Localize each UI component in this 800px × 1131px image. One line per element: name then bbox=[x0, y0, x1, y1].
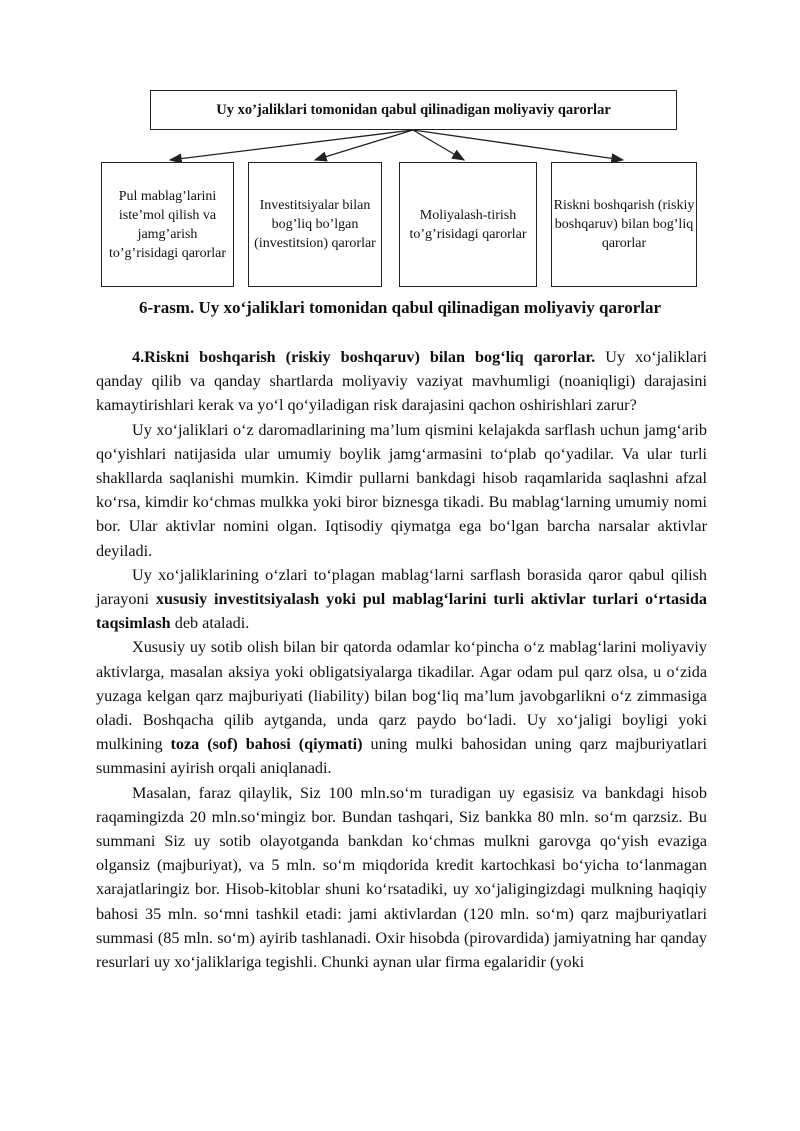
paragraph-4-text-a: Xususiy uy sotib olish bilan bir qatorda odamlar ko‘pincha o‘z mablag‘larini moliyaviy aktivlarga, masalan aksiya yoki obligatsiyalarga tikadilar. Agar odam pul qarz olsa, u o‘zida yuzaga kelgan qarz majburiyati (liability) bilan bog‘liq ma’lum javobgarlikni o‘z zimmasiga oladi. Boshqacha qilib aytganda, unda qarz paydo bo‘ladi. Uy xo‘jaligi boyligi yoki mulkining bbox=[96, 638, 707, 754]
paragraph-5: Masalan, faraz qilaylik, Siz 100 mln.so‘m turadigan uy egasisiz va bankdagi hisob raqamingizda 20 mln.so‘mingiz bor. Bundan tashqari, Siz bankka 80 mln. so‘m qarzsiz. Bu summani Siz uy sotib olayotganda bankdan ko‘chmas mulkni garovga qo‘yish evaziga olgansiz (majburiyat), va 5 mln. so‘m miqdorida kredit kartochkasi bo‘yicha to‘lanmagan xarajatlaringiz bor. Hisob-kitoblar shuni ko‘rsatadiki, uy xo‘jaligingizdagi mulkning haqiqiy bahosi 35 mln. so‘mni tashkil etadi: jami aktivlardan (120 mln. so‘m) qarz majburiyatlari summasi (85 mln. so‘m) ayirib tashlanadi. Oxir hisobda (pirovardida) jamiyatning har qanday resurlari uy xo‘jaliklariga tegishli. Chunki aynan ular firma egalaridir (yoki bbox=[96, 783, 707, 972]
paragraph-3-bold: xususiy investitsiyalash yoki pul mablag‘larini turli aktivlar turlari o‘rtasida taqsimlash bbox=[96, 590, 707, 633]
paragraph-4-bold: toza (sof) bahosi (qiymati) bbox=[170, 735, 363, 754]
paragraph-4-text-b: uning mulki bahosidan uning qarz majburiyatlari summasini ayirish orqali aniqlanadi. bbox=[96, 735, 707, 778]
section-heading: 4.Riskni boshqarish (riskiy boshqaruv) bilan bog‘liq qarorlar. bbox=[132, 348, 596, 366]
arrow-4 bbox=[413, 130, 623, 160]
paragraph-3-text-a: Uy xo‘jaliklarining o‘zlari to‘plagan mablag‘larni sarflash borasida qaror qabul qilish jarayoni bbox=[96, 565, 707, 609]
arrow-3 bbox=[413, 130, 464, 160]
paragraph-1 bbox=[96, 345, 707, 418]
diagram-child-investment: Investitsiyalar bilan bog’liq bo’lgan (investitsion) qarorlar bbox=[248, 162, 382, 287]
figure-caption: 6-rasm. Uy xo‘jaliklari tomonidan qabul qilinadigan moliyaviy qarorlar bbox=[138, 298, 662, 317]
diagram-child-financing: Moliyalash-tirish to’g’risidagi qarorlar bbox=[399, 162, 537, 287]
diagram-child-risk: Riskni boshqarish (riskiy boshqaruv) bilan bog’liq qarorlar bbox=[551, 162, 697, 287]
decision-diagram bbox=[0, 0, 800, 300]
body-text bbox=[96, 345, 707, 974]
paragraph-1-text: Uy xo‘jaliklari qanday qilib va qanday shartlarda moliyaviy vaziyat mavhumligi (noaniqligi) darajasini kamaytirishlari kerak va yo‘l qo‘yiladigan risk darajasini qachon oshirishlari zarur? bbox=[96, 348, 707, 415]
paragraph-3-text-b: deb ataladi. bbox=[170, 614, 250, 633]
paragraph-3 bbox=[96, 563, 707, 636]
diagram-child-consumption: Pul mablag’larini iste’mol qilish va jamg’arish to’g’risidagi qarorlar bbox=[101, 162, 234, 287]
paragraph-2: Uy xo‘jaliklari o‘z daromadlarining ma’lum qismini kelajakda sarflash uchun jamg‘arib qo‘yishlari natijasida ular umumiy boylik jamg‘armasini to‘plab qo‘yadilar. Va ular turli shakllarda saqlanishi mumkin. Kimdir pullarni bankdagi hisob raqamlarida saqlashni afzal ko‘rsa, kimdir ko‘chmas mulkka yoki biror biznesga tikadi. Bu mablag‘larning umumiy nomi bor. Ular aktivlar nomini olgan. Iqtisodiy qiymatga ega bo‘lgan barcha narsalar aktivlar deyiladi. bbox=[96, 420, 707, 560]
paragraph-4 bbox=[96, 635, 707, 780]
diagram-root-box: Uy xo’jaliklari tomonidan qabul qilinadigan moliyaviy qarorlar bbox=[150, 90, 677, 130]
arrow-1 bbox=[170, 130, 413, 160]
arrow-2 bbox=[315, 130, 413, 160]
